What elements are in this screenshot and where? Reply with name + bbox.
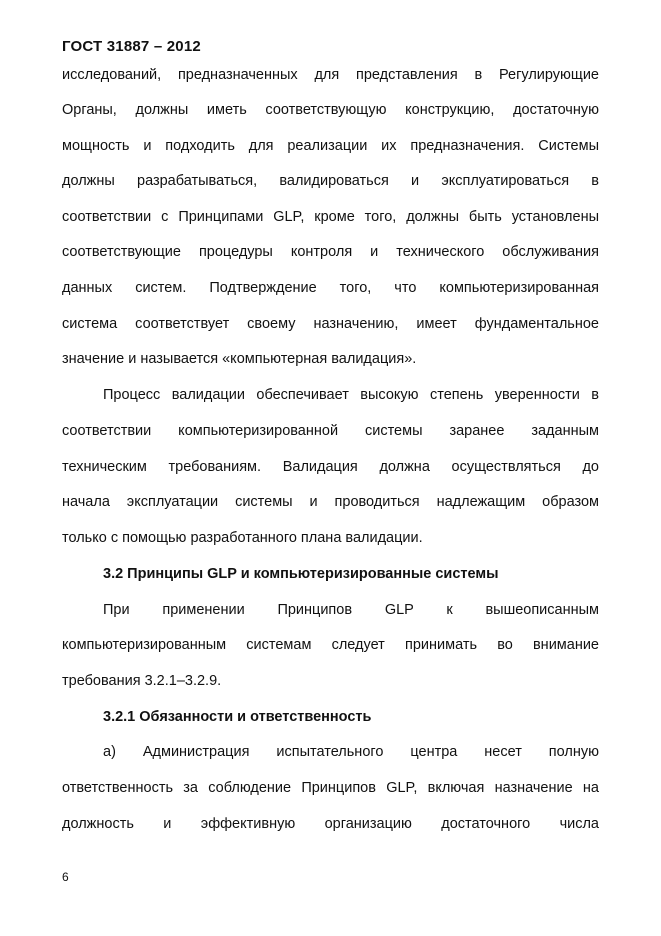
text-line: ответственность за соблюдение Принципов GLP, включая назначение на xyxy=(62,780,599,796)
document-header: ГОСТ 31887 – 2012 xyxy=(62,38,201,55)
text-line: требования 3.2.1–3.2.9. xyxy=(62,673,222,689)
section-heading: 3.2 Принципы GLP и компьютеризированные системы xyxy=(103,566,499,582)
text-line: а) Администрация испытательного центра несет полную xyxy=(103,744,599,760)
text-line: должность и эффективную организацию достаточного числа xyxy=(62,816,599,832)
text-line: техническим требованиям. Валидация должна осуществляться до xyxy=(62,459,599,475)
text-line: соответствии с Принципами GLP, кроме того, должны быть установлены xyxy=(62,209,599,225)
text-line: исследований, предназначенных для представления в Регулирующие xyxy=(62,67,599,83)
text-line: соответствующие процедуры контроля и технического обслуживания xyxy=(62,244,599,260)
text-line: мощность и подходить для реализации их предназначения. Системы xyxy=(62,138,599,154)
text-line: соответствии компьютеризированной системы заранее заданным xyxy=(62,423,599,439)
text-line: компьютеризированным системам следует принимать во внимание xyxy=(62,637,599,653)
text-line: должны разрабатываться, валидироваться и эксплуатироваться в xyxy=(62,173,599,189)
text-line: система соответствует своему назначению, имеет фундаментальное xyxy=(62,316,599,332)
text-line: только с помощью разработанного плана валидации. xyxy=(62,530,423,546)
text-line: Органы, должны иметь соответствующую конструкцию, достаточную xyxy=(62,102,599,118)
text-line: значение и называется «компьютерная валидация». xyxy=(62,351,417,367)
text-line: При применении Принципов GLP к вышеописанным xyxy=(103,602,599,618)
text-line: Процесс валидации обеспечивает высокую степень уверенности в xyxy=(103,387,599,403)
page-number: 6 xyxy=(62,870,69,884)
text-line: данных систем. Подтверждение того, что компьютеризированная xyxy=(62,280,599,296)
text-line: начала эксплуатации системы и проводиться надлежащим образом xyxy=(62,494,599,510)
subsection-heading: 3.2.1 Обязанности и ответственность xyxy=(103,709,372,725)
